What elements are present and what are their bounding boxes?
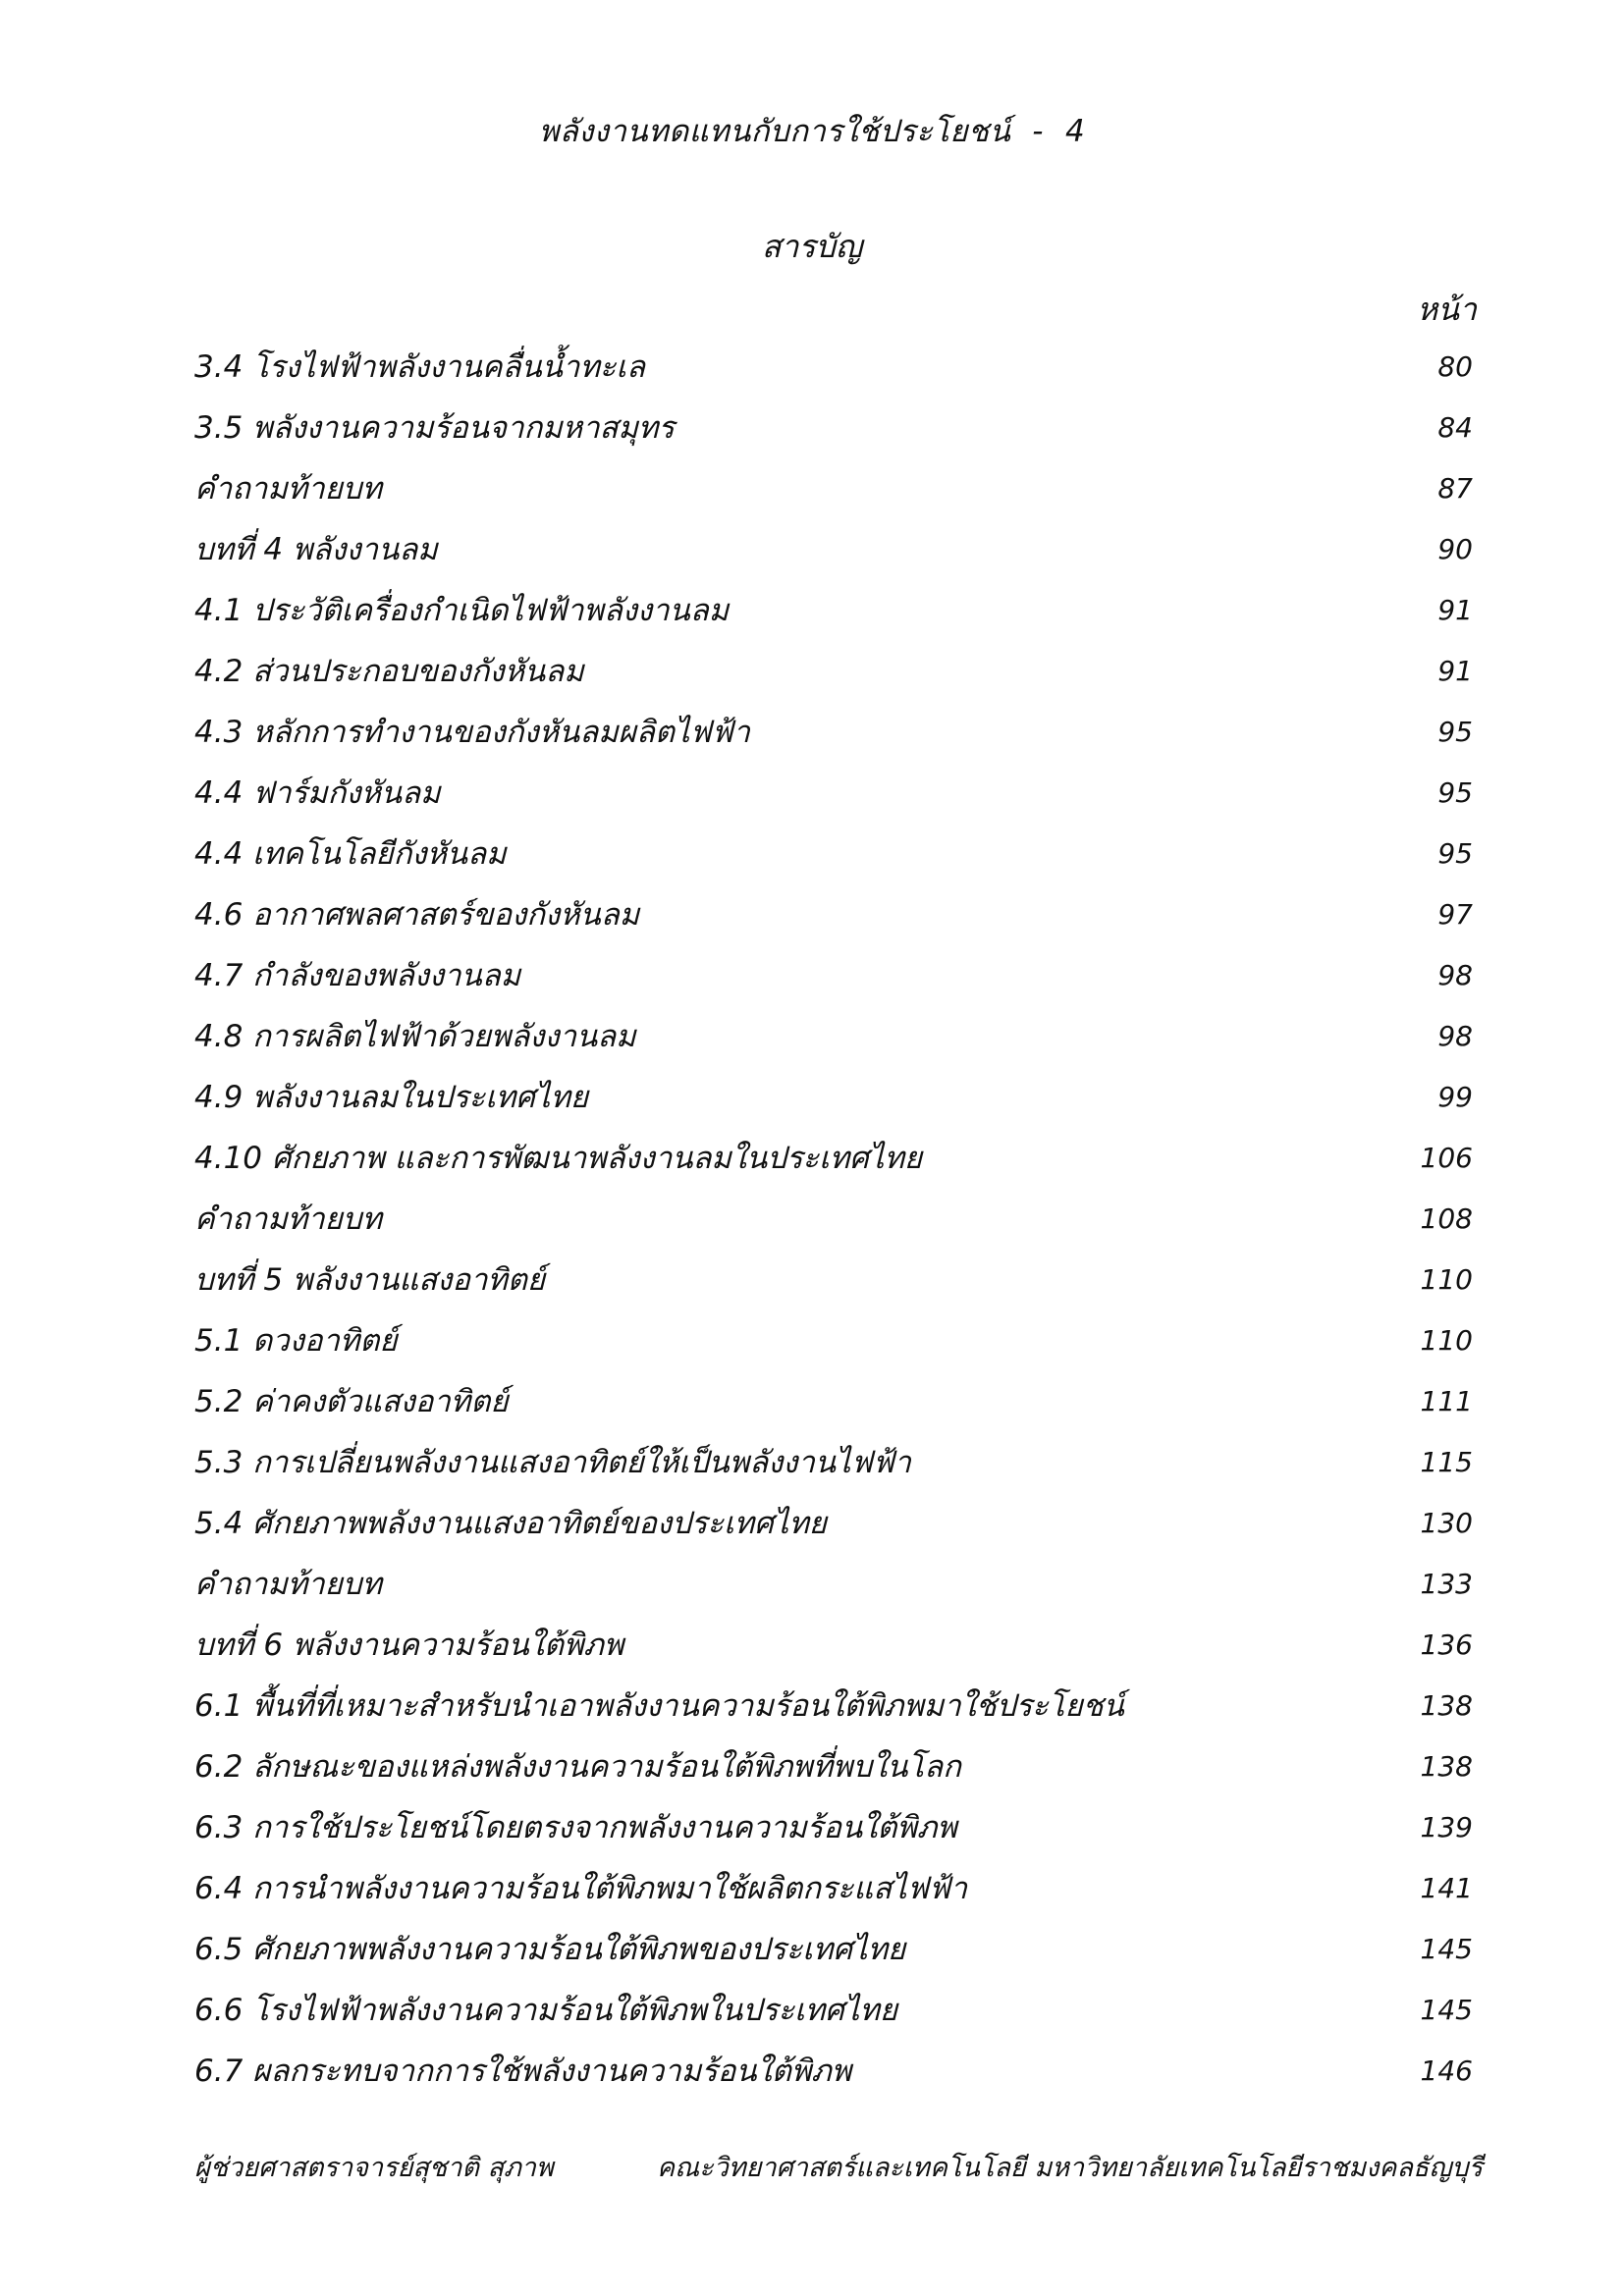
toc-entry	[194, 1918, 1479, 1979]
toc-entry	[194, 883, 1479, 944]
toc-entry-page: 110	[1420, 1323, 1473, 1357]
toc-entry-text: 5.1 ดวงอาทิตย์	[194, 1323, 398, 1359]
toc-entry-page: 106	[1420, 1141, 1473, 1174]
toc-entry-text: 3.4 โรงไฟฟ้าพลังงานคลื่นน้ำทะเล	[194, 349, 645, 385]
toc-entry	[194, 823, 1479, 883]
toc-entry-page: 90	[1437, 532, 1473, 565]
toc-entry-page: 145	[1420, 1932, 1473, 1965]
toc-entry-text: คำถามท้ายบท	[194, 1567, 382, 1602]
toc-entry-page: 133	[1420, 1567, 1473, 1600]
toc-entry-page: 146	[1420, 2054, 1473, 2087]
toc-entry	[194, 1005, 1479, 1066]
toc-entry-text: 3.5 พลังงานความร้อนจากมหาสมุทร	[194, 410, 675, 446]
toc-title: สารบัญ	[761, 228, 863, 265]
toc-entry	[194, 1249, 1479, 1309]
toc-entry	[194, 1492, 1479, 1553]
toc-entry-text: 6.2 ลักษณะของแหล่งพลังงานความร้อนใต้พิภพที่พบในโลก	[194, 1749, 961, 1785]
toc-entry	[194, 397, 1479, 457]
toc-entry-text: 4.3 หลักการทำงานของกังหันลมผลิตไฟฟ้า	[194, 715, 750, 750]
toc-entry-page: 98	[1437, 958, 1473, 991]
toc-entry	[194, 1431, 1479, 1492]
toc-entry	[194, 1127, 1479, 1188]
toc-entry-page: 91	[1437, 654, 1473, 687]
toc-entry	[194, 1188, 1479, 1249]
toc-entry-page: 84	[1437, 410, 1473, 444]
toc-entry-text: 5.2 ค่าคงตัวแสงอาทิตย์	[194, 1384, 509, 1419]
toc-entry	[194, 2040, 1479, 2101]
page-footer	[194, 2146, 1483, 2188]
toc-entry-text: 4.9 พลังงานลมในประเทศไทย	[194, 1080, 589, 1115]
toc-entry	[194, 944, 1479, 1005]
toc-entry-page: 115	[1420, 1445, 1473, 1478]
toc-entry-page: 97	[1437, 897, 1473, 931]
toc-entry-text: 4.8 การผลิตไฟฟ้าด้วยพลังงานลม	[194, 1019, 636, 1054]
toc-entry-page: 87	[1437, 471, 1473, 505]
toc-entry-text: 6.3 การใช้ประโยชน์โดยตรงจากพลังงานความร้อนใต้พิภพ	[194, 1810, 957, 1845]
toc-entry-page: 99	[1437, 1080, 1473, 1113]
toc-entry-text: บทที่ 4 พลังงานลม	[194, 532, 438, 567]
toc-entry-page: 138	[1420, 1688, 1473, 1722]
toc-entry-page: 136	[1420, 1628, 1473, 1661]
toc-entry-text: 6.6 โรงไฟฟ้าพลังงานความร้อนใต้พิภพในประเทศไทย	[194, 1993, 898, 2028]
toc-entry-text: 4.2 ส่วนประกอบของกังหันลม	[194, 654, 584, 689]
toc-entry	[194, 1370, 1479, 1431]
toc-entry	[194, 1979, 1479, 2040]
page-column-label: หน้า	[1417, 291, 1477, 328]
toc-entry-page: 141	[1420, 1871, 1473, 1904]
toc-entry	[194, 1553, 1479, 1614]
footer-author: ผู้ช่วยศาสตราจารย์สุชาติ สุภาพ	[194, 2153, 554, 2183]
toc-entry	[194, 1857, 1479, 1918]
toc-entry-text: คำถามท้ายบท	[194, 1201, 382, 1237]
footer-institution: คณะวิทยาศาสตร์และเทคโนโลยี มหาวิทยาลัยเทคโนโลยีราชมงคลธัญบุรี	[657, 2153, 1483, 2183]
toc-entry-text: 4.7 กำลังของพลังงานลม	[194, 958, 521, 993]
toc-entry-page: 95	[1437, 775, 1473, 809]
toc-entry-text: บทที่ 6 พลังงานความร้อนใต้พิภพ	[194, 1628, 624, 1663]
toc-entry-page: 95	[1437, 836, 1473, 870]
toc-entry-text: บทที่ 5 พลังงานแสงอาทิตย์	[194, 1262, 546, 1298]
book-title: พลังงานทดแทนกับการใช้ประโยชน์	[538, 114, 1011, 149]
toc-entry-text: 4.1 ประวัติเครื่องกำเนิดไฟฟ้าพลังงานลม	[194, 593, 730, 628]
toc-entry-text: 5.4 ศักยภาพพลังงานแสงอาทิตย์ของประเทศไทย	[194, 1506, 827, 1541]
toc-entry-page: 139	[1420, 1810, 1473, 1843]
toc-entry	[194, 1309, 1479, 1370]
toc-entry	[194, 1735, 1479, 1796]
toc-entry-page: 110	[1420, 1262, 1473, 1296]
toc-entry-text: 4.4 ฟาร์มกังหันลม	[194, 775, 441, 811]
toc-entry-page: 98	[1437, 1019, 1473, 1052]
toc-entry	[194, 1675, 1479, 1735]
toc-entry-text: 4.4 เทคโนโลยีกังหันลม	[194, 836, 507, 872]
toc-entry-page: 138	[1420, 1749, 1473, 1783]
toc-entry	[194, 762, 1479, 823]
toc-entry-page: 95	[1437, 715, 1473, 748]
toc-entry-text: 6.4 การนำพลังงานความร้อนใต้พิภพมาใช้ผลิตกระแสไฟฟ้า	[194, 1871, 968, 1906]
toc-entry-page: 108	[1420, 1201, 1473, 1235]
toc-entry-text: 6.1 พื้นที่ที่เหมาะสำหรับนำเอาพลังงานความร้อนใต้พิภพมาใช้ประโยชน์	[194, 1688, 1124, 1724]
toc-entry	[194, 518, 1479, 579]
toc-entry	[194, 1066, 1479, 1127]
toc-entry	[194, 336, 1479, 397]
toc-entry	[194, 579, 1479, 640]
page-header	[0, 106, 1624, 155]
toc-entry-text: 4.6 อากาศพลศาสตร์ของกังหันลม	[194, 897, 640, 933]
toc-entry-page: 111	[1420, 1384, 1473, 1417]
toc-entry-text: คำถามท้ายบท	[194, 471, 382, 507]
toc-entry-text: 4.10 ศักยภาพ และการพัฒนาพลังงานลมในประเทศไทย	[194, 1141, 923, 1176]
page-number: 4	[1064, 114, 1086, 149]
toc-entry-page: 80	[1437, 349, 1473, 383]
toc-entry-text: 6.5 ศักยภาพพลังงานความร้อนใต้พิภพของประเทศไทย	[194, 1932, 906, 1967]
toc-entry	[194, 701, 1479, 762]
toc-entry-text: 5.3 การเปลี่ยนพลังงานแสงอาทิตย์ให้เป็นพลังงานไฟฟ้า	[194, 1445, 911, 1480]
header-separator: -	[1032, 114, 1044, 149]
toc-entry-text: 6.7 ผลกระทบจากการใช้พลังงานความร้อนใต้พิภพ	[194, 2054, 852, 2089]
toc-entry	[194, 640, 1479, 701]
toc-list	[194, 336, 1479, 2101]
toc-entry	[194, 1614, 1479, 1675]
toc-entry-page: 91	[1437, 593, 1473, 626]
toc-entry-page: 145	[1420, 1993, 1473, 2026]
toc-entry	[194, 1796, 1479, 1857]
toc-entry-page: 130	[1420, 1506, 1473, 1539]
toc-entry	[194, 457, 1479, 518]
